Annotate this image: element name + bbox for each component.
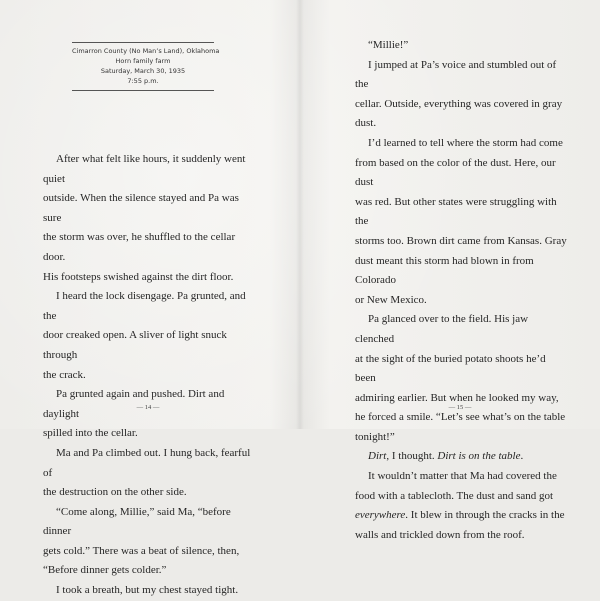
text-line: was red. But other states were struggling with the [355,195,557,228]
text-line: dust meant this storm had blown in from Colorado [355,254,534,287]
text-line: “Millie!” [368,39,409,51]
page-left [0,0,300,597]
paragraph [355,310,567,447]
text-line: the storm was over, he shuffled to the cellar door. [43,231,236,263]
text-line: he forced a smile. “Let’s see what’s on the table [355,411,566,424]
text-line: admiring earlier. But when he looked my way, [355,391,559,404]
body-text-right [355,36,567,545]
text-italic: everywhere [355,509,406,522]
paragraph [355,134,567,310]
text-line: I jumped at Pa’s voice and stumbled out of the [355,58,557,91]
text-line: walls and trickled down from the roof. [355,528,525,541]
chapter-header [72,42,220,91]
paragraph [355,447,567,467]
text-line: the crack. [43,368,86,381]
text-line: Pa grunted again and pushed. Dirt and daylight [43,388,225,420]
paragraph [355,36,567,56]
text-line: Ma and Pa climbed out. I hung back, fearful of [43,446,251,479]
page-number-right: — 15 — [448,404,472,411]
text-line: outside. When the silence stayed and Pa was sure [43,192,239,224]
text-line: “Come along, Millie,” said Ma, “before dinner [43,505,231,538]
text-line: I’d learned to tell where the storm had come [368,136,563,149]
paragraph [43,150,253,287]
paragraph [43,581,253,601]
text-line: tonight!” [355,430,395,443]
body-text-left [43,150,253,601]
text-fragment: . It blew in through the cracks in the [405,509,565,522]
paragraph [43,503,253,581]
text-line: I heard the lock disengage. Pa grunted, and the [43,290,246,322]
text-line: at the sight of the buried potato shoots he’d been [355,352,546,385]
header-location: Cimarron County (No Man’s Land), Oklahoma [72,47,220,55]
text-line: I took a breath, but my chest stayed tight. [56,584,239,597]
paragraph [43,444,253,503]
text-line: spilled into the cellar. [43,427,138,440]
header-farm: Horn family farm [115,57,171,65]
paragraph [355,56,567,134]
text-line: Pa glanced over to the field. His jaw clenched [355,313,529,345]
text-line: After what felt like hours, it suddenly went quiet [43,153,246,185]
text-line: food with a tablecloth. The dust and sand got [355,489,554,502]
paragraph [355,467,567,545]
page-right [300,0,600,541]
text-fragment: . [520,450,524,463]
text-line: storms too. Brown dirt came from Kansas. Gray [355,234,567,247]
text-italic: Dirt is on the table [437,450,521,463]
text-line: from based on the color of the dust. Here, our dust [355,156,556,189]
text-line: gets cold.” There was a beat of silence, then, [43,544,240,557]
text-line: door creaked open. A sliver of light snuck through [43,329,227,361]
text-line: It wouldn’t matter that Ma had covered the [368,470,557,483]
text-italic: Dirt [368,450,387,463]
paragraph [43,385,253,444]
page-number-left: — 14 — [136,404,160,411]
text-line: cellar. Outside, everything was covered in gray dust. [355,97,563,130]
text-fragment: , I thought. [386,450,438,463]
text-line: “Before dinner gets colder.” [43,564,167,577]
text-line: or New Mexico. [355,293,427,306]
text-line: the destruction on the other side. [43,486,187,499]
header-time: 7:55 p.m. [127,77,159,85]
header-date: Saturday, March 30, 1935 [100,67,186,75]
paragraph [43,287,253,385]
text-line: His footsteps swished against the dirt floor. [43,270,234,283]
